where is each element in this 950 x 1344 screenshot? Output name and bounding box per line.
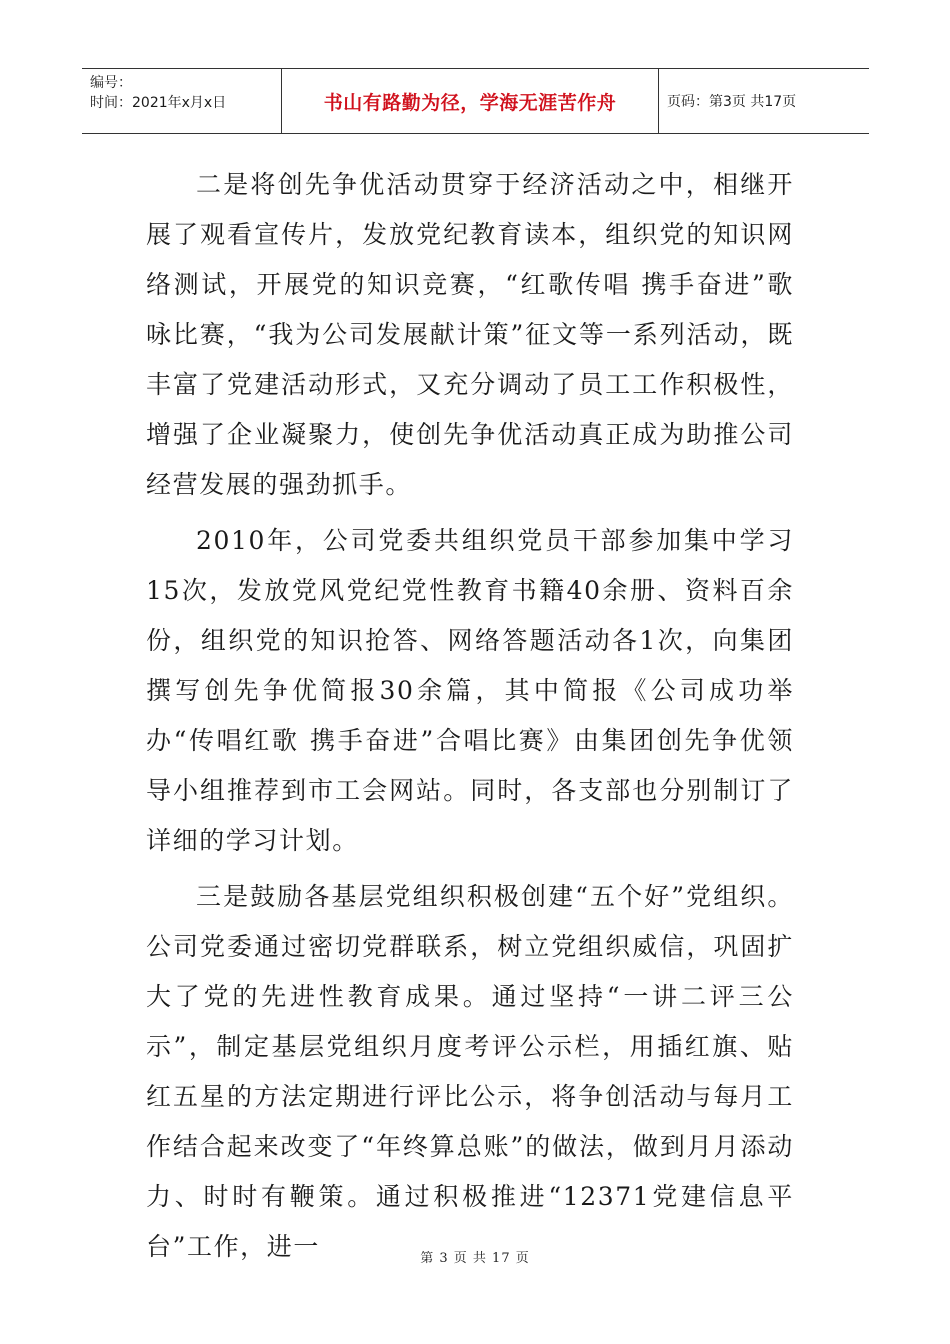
page-footer: 第 3 页 共 17 页 xyxy=(420,1251,530,1266)
header-motto: 书山有路勤为径，学海无涯苦作舟 xyxy=(282,69,659,133)
header-meta xyxy=(82,69,282,133)
page-header xyxy=(82,68,869,134)
paragraph: 二是将创先争优活动贯穿于经济活动之中，相继开展了观看宣传片，发放党纪教育读本，组织党的知识网络测试，开展党的知识竞赛，“红歌传唱 携手奋进”歌咏比赛，“我为公司发展献计策”征文等一系列活动，既丰富了党建活动形式，又充分调动了员工工作积极性，增强了企业凝聚力，使创先争优活动真正成为助推公司经营发展的强劲抓手。 xyxy=(146,170,794,499)
paragraph: 2010年，公司党委共组织党员干部参加集中学习15次，发放党风党纪党性教育书籍40余册、资料百余份，组织党的知识抢答、网络答题活动各1次，向集团撰写创先争优简报30余篇，其中简报《公司成功举办“传唱红歌 携手奋进”合唱比赛》由集团创先争优领导小组推荐到市工会网站。同时，各支部也分别制订了详细的学习计划。 xyxy=(146,526,794,855)
document-body xyxy=(146,160,794,1272)
document-time-label: 时间：2021年x月x日 xyxy=(90,95,227,111)
paragraph: 三是鼓励各基层党组织积极创建“五个好”党组织。公司党委通过密切党群联系，树立党组织威信，巩固扩大了党的先进性教育成果。通过坚持“一讲二评三公示”，制定基层党组织月度考评公示栏，用插红旗、贴红五星的方法定期进行评比公示，将争创活动与每月工作结合起来改变了“年终算总账”的做法，做到月月添动力、时时有鞭策。通过积极推进“12371党建信息平台”工作，进一 xyxy=(146,882,794,1261)
header-page-info: 页码：第3页 共17页 xyxy=(667,94,797,110)
document-number-label: 编号： xyxy=(90,75,132,91)
